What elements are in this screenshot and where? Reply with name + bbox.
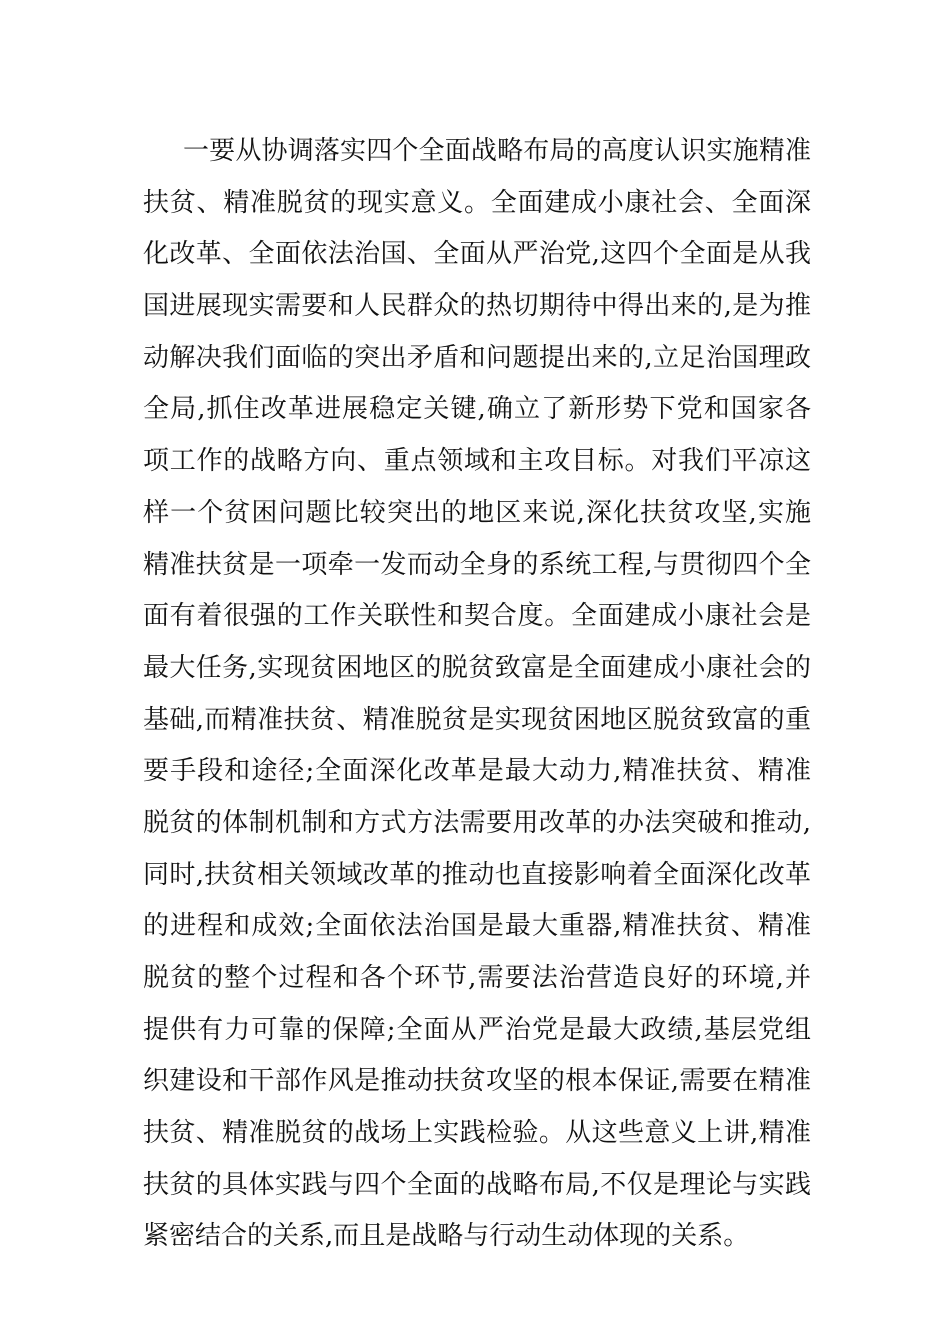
paragraph-line: 动解决我们面临的突出矛盾和问题提出来的,立足治国理政: [143, 342, 811, 373]
paragraph-line: 基础,而精准扶贫、精准脱贫是实现贫困地区脱贫致富的重: [143, 704, 811, 735]
body-paragraph: [143, 126, 811, 1263]
paragraph-line: 最大任务,实现贫困地区的脱贫致富是全面建成小康社会的: [143, 652, 811, 683]
paragraph-line: 扶贫的具体实践与四个全面的战略布局,不仅是理论与实践: [143, 1169, 811, 1200]
paragraph-line: 精准扶贫是一项牵一发而动全身的系统工程,与贯彻四个全: [143, 549, 811, 580]
paragraph-line: 项工作的战略方向、重点领域和主攻目标。对我们平凉这: [143, 446, 811, 477]
paragraph-line: 全局,抓住改革进展稳定关键,确立了新形势下党和国家各: [143, 394, 811, 425]
paragraph-line: 织建设和干部作风是推动扶贫攻坚的根本保证,需要在精准: [143, 1066, 811, 1097]
paragraph-line: 面有着很强的工作关联性和契合度。全面建成小康社会是: [143, 601, 811, 632]
paragraph-line: 扶贫、精准脱贫的战场上实践检验。从这些意义上讲,精准: [143, 1118, 811, 1149]
paragraph-line: 脱贫的整个过程和各个环节,需要法治营造良好的环境,并: [143, 963, 811, 993]
paragraph-line: 脱贫的体制机制和方式方法需要用改革的办法突破和推动,: [143, 807, 811, 838]
paragraph-line: 提供有力可靠的保障;全面从严治党是最大政绩,基层党组: [143, 1014, 811, 1045]
paragraph-line: 的进程和成效;全面依法治国是最大重器,精准扶贫、精准: [143, 911, 811, 942]
paragraph-line: 样一个贫困问题比较突出的地区来说,深化扶贫攻坚,实施: [143, 497, 811, 528]
paragraph-line: 紧密结合的关系,而且是战略与行动生动体现的关系。: [143, 1221, 750, 1252]
paragraph-line: 一要从协调落实四个全面战略布局的高度认识实施精准: [183, 136, 811, 166]
paragraph-line: 要手段和途径;全面深化改革是最大动力,精准扶贫、精准: [143, 756, 811, 787]
paragraph-line: 同时,扶贫相关领域改革的推动也直接影响着全面深化改革: [143, 859, 811, 890]
paragraph-line: 国进展现实需要和人民群众的热切期待中得出来的,是为推: [143, 291, 811, 322]
paragraph-line: 化改革、全面依法治国、全面从严治党,这四个全面是从我: [143, 239, 811, 270]
paragraph-line: 扶贫、精准脱贫的现实意义。全面建成小康社会、全面深: [143, 187, 811, 218]
